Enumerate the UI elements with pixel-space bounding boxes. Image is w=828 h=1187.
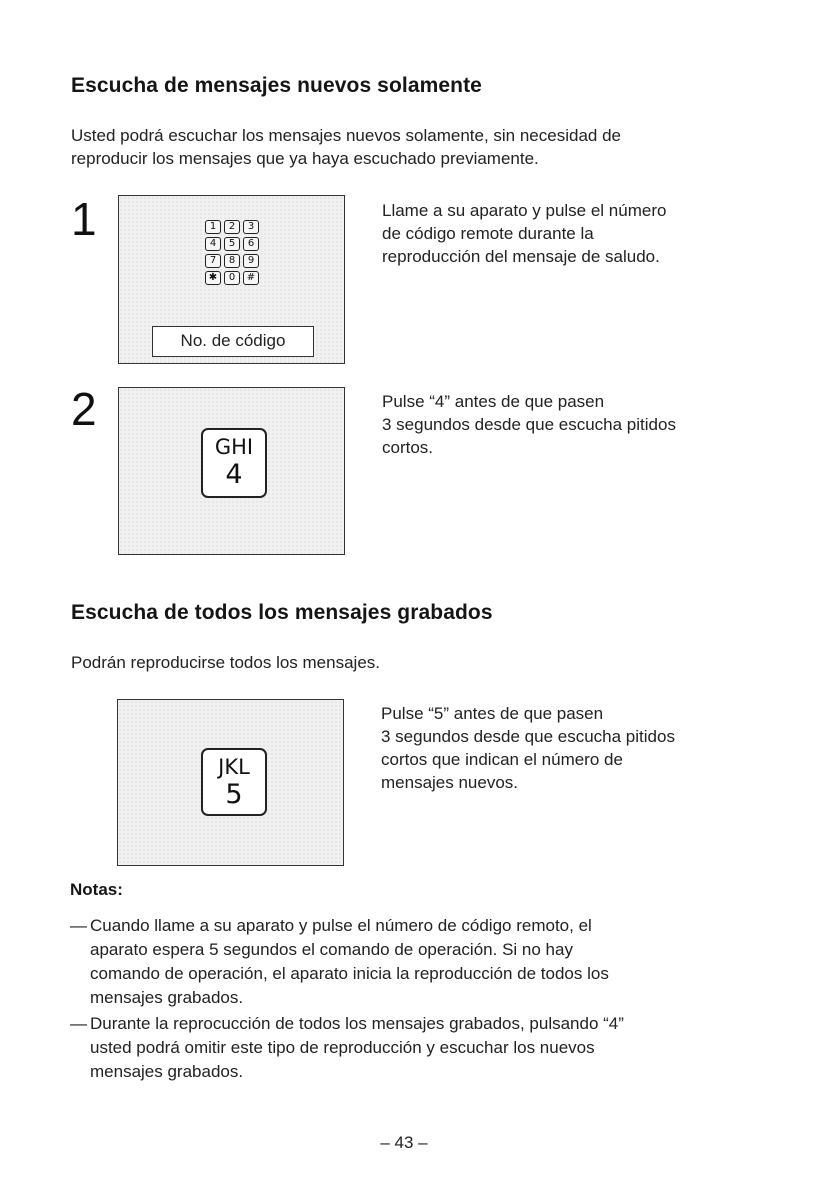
keypad-key: 7 [205,254,221,268]
keypad-key: 4 [205,237,221,251]
key-letters: GHI [214,435,254,459]
note-dash: — [70,1014,87,1033]
notes-title: Notas: [70,880,123,899]
key-5 [201,748,267,816]
step-text-line: de código remote durante la [382,224,594,243]
key-4-illustration [118,387,345,555]
all-messages-text [381,702,675,794]
keypad-key: 6 [243,237,259,251]
section-title-all-messages: Escucha de todos los mensajes grabados [71,601,493,624]
step-text-line: cortos que indican el número de [381,750,623,769]
keypad-key: # [243,271,259,285]
intro-line: Usted podrá escuchar los mensajes nuevos solamente, sin necesidad de [71,126,621,145]
keypad-key: 9 [243,254,259,268]
keypad-key: ✱ [205,271,221,285]
keypad-key: 3 [243,220,259,234]
step-number-2: 2 [71,383,97,435]
step-text-line: Pulse “5” antes de que pasen [381,704,604,723]
section-title-new-messages: Escucha de mensajes nuevos solamente [71,74,482,97]
note-line: usted podrá omitir este tipo de reproducción y escuchar los nuevos [90,1038,595,1057]
step-text-line: cortos. [382,438,434,457]
note-line: mensajes grabados. [90,988,244,1007]
note-line: mensajes grabados. [90,1062,244,1081]
step-text-line: Llame a su aparato y pulse el número [382,201,667,220]
step-1-text [382,199,666,268]
step-text-line: mensajes nuevos. [381,773,519,792]
keypad-illustration [118,195,345,364]
note-line: aparato espera 5 segundos el comando de operación. Si no hay [90,940,573,959]
intro-line: reproducir los mensajes que ya haya escuchado previamente. [71,149,539,168]
code-number-label: No. de código [152,326,314,357]
keypad-key: 8 [224,254,240,268]
step-2-text [382,390,676,459]
key-4 [201,428,267,498]
keypad-key: 0 [224,271,240,285]
keypad-key: 5 [224,237,240,251]
key-5-illustration [117,699,344,866]
key-letters: JKL [218,755,250,779]
keypad-key: 2 [224,220,240,234]
page-number: – 43 – [380,1133,428,1152]
keypad-grid [205,220,259,285]
key-digit: 5 [225,779,243,810]
section-intro-all-messages: Podrán reproducirse todos los mensajes. [71,653,380,672]
step-text-line: 3 segundos desde que escucha pitidos [381,727,675,746]
step-text-line: 3 segundos desde que escucha pitidos [382,415,676,434]
section-intro-new-messages [71,124,621,170]
note-line: Cuando llame a su aparato y pulse el número de código remoto, el [90,916,592,935]
note-item [70,914,609,1010]
key-digit: 4 [225,459,243,490]
note-dash: — [70,916,87,935]
keypad-key: 1 [205,220,221,234]
note-item [70,1012,624,1084]
step-text-line: reproducción del mensaje de saludo. [382,247,660,266]
note-line: Durante la reprocucción de todos los mensajes grabados, pulsando “4” [90,1014,624,1033]
step-number-1: 1 [71,193,97,245]
note-line: comando de operación, el aparato inicia la reproducción de todos los [90,964,609,983]
step-text-line: Pulse “4” antes de que pasen [382,392,605,411]
